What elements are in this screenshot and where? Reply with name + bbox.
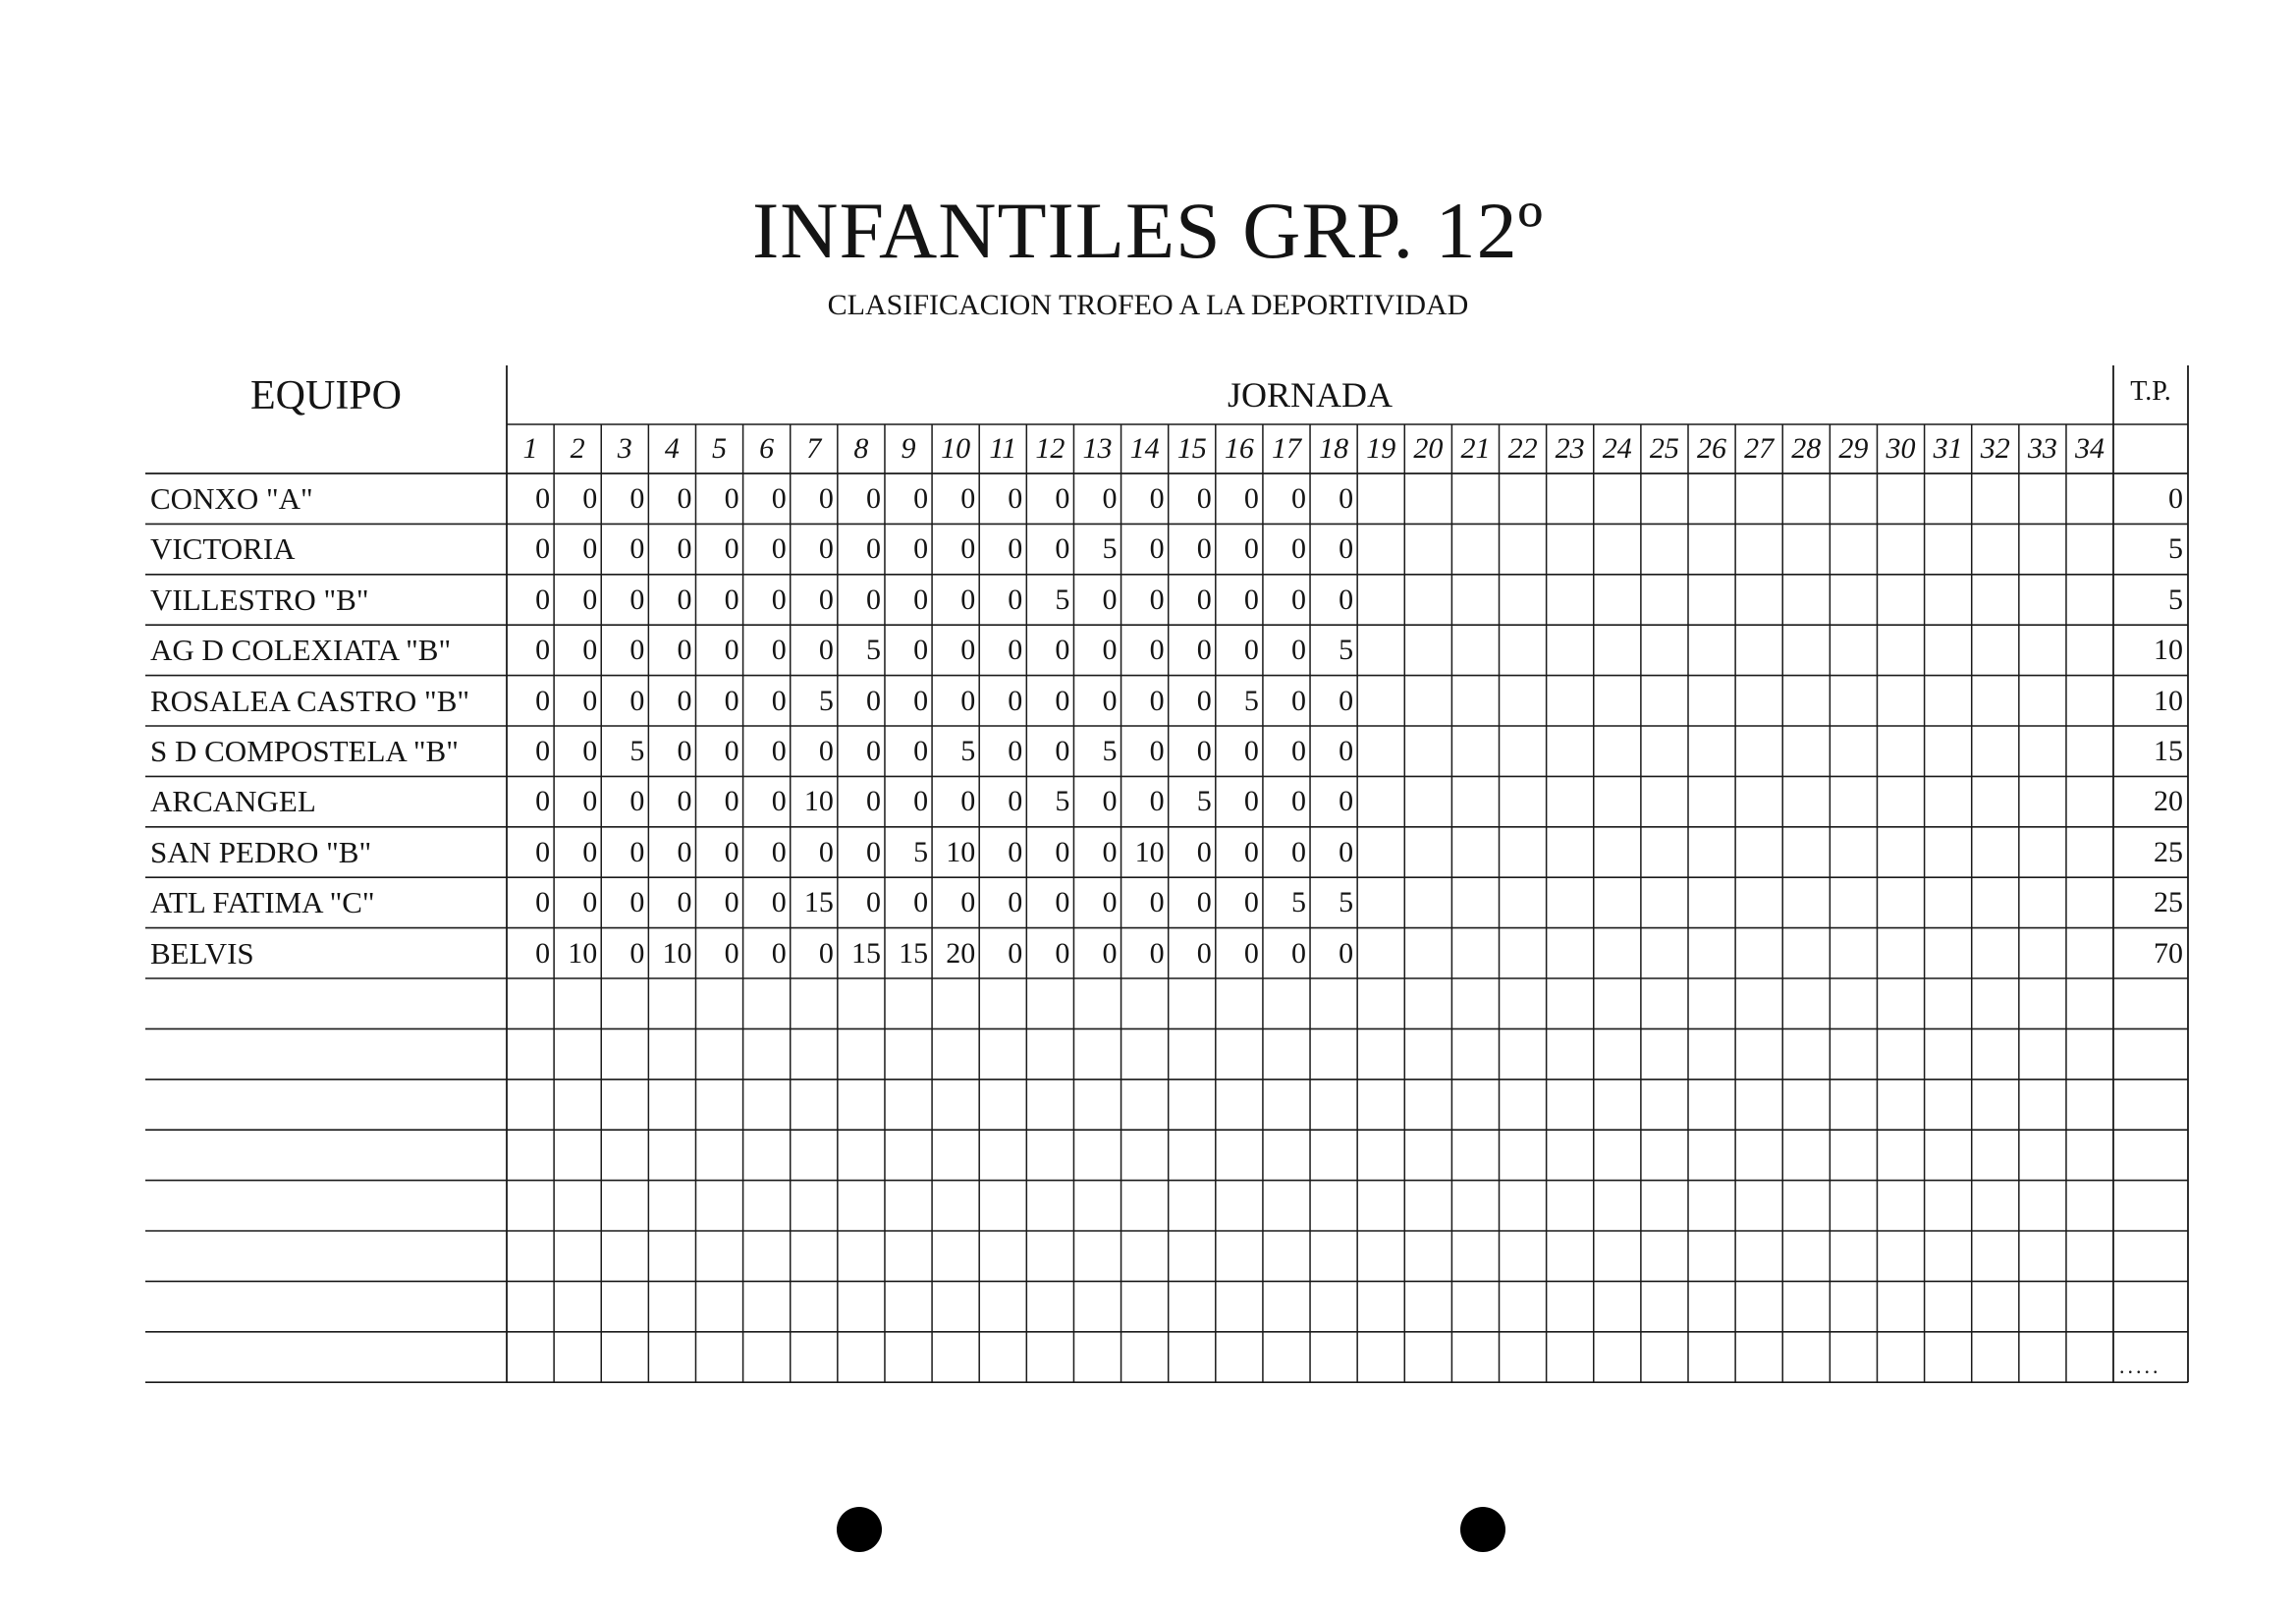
- score-cell: 0: [818, 936, 834, 970]
- score-cell: 0: [1196, 936, 1212, 970]
- score-cell: 0: [1008, 735, 1023, 767]
- jornada-number: 24: [1602, 432, 1632, 465]
- score-cell: 0: [960, 532, 976, 566]
- score-cell: 0: [1102, 684, 1118, 717]
- score-cell: 0: [724, 735, 739, 767]
- score-cell: 5: [1339, 886, 1354, 919]
- score-cell: 0: [960, 684, 976, 717]
- jornada-number: 30: [1886, 432, 1916, 465]
- team-name: ROSALEA CASTRO "B": [150, 683, 470, 718]
- score-cell: 0: [865, 532, 881, 566]
- score-cell: 0: [1149, 886, 1165, 919]
- punch-hole-right: [1460, 1507, 1505, 1552]
- score-cell: 0: [865, 886, 881, 919]
- score-cell: 0: [865, 482, 881, 515]
- score-cell: 0: [677, 482, 692, 515]
- score-cell: 0: [960, 886, 976, 919]
- score-cell: 0: [629, 785, 645, 818]
- score-cell: 5: [1102, 532, 1118, 566]
- total-points-cell: 10: [2154, 684, 2183, 717]
- jornada-number: 29: [1838, 432, 1869, 465]
- score-cell: 0: [960, 785, 976, 818]
- page-title: INFANTILES GRP. 12º: [751, 186, 1544, 275]
- score-cell: 5: [1243, 684, 1259, 717]
- score-cell: 0: [724, 684, 739, 717]
- score-cell: 0: [1339, 735, 1354, 767]
- score-cell: 0: [1196, 886, 1212, 919]
- score-cell: 0: [913, 532, 929, 566]
- score-cell: 0: [1149, 684, 1165, 717]
- score-cell: 0: [1149, 936, 1165, 970]
- score-cell: 5: [1102, 735, 1118, 767]
- score-cell: 0: [818, 532, 834, 566]
- score-cell: 0: [1149, 735, 1165, 767]
- jornada-number: 8: [853, 432, 869, 465]
- total-points-cell: 5: [2168, 532, 2183, 566]
- jornada-number: 18: [1319, 432, 1349, 465]
- score-cell: 0: [1291, 735, 1307, 767]
- score-cell: 0: [865, 835, 881, 868]
- score-cell: 0: [677, 634, 692, 667]
- score-cell: 0: [865, 583, 881, 616]
- score-cell: 0: [677, 886, 692, 919]
- score-cell: 0: [1102, 583, 1118, 616]
- total-points-cell: 20: [2154, 785, 2183, 818]
- jornada-number: 25: [1649, 432, 1679, 465]
- score-cell: 0: [677, 532, 692, 566]
- score-cell: 0: [677, 684, 692, 717]
- score-cell: 0: [1196, 835, 1212, 868]
- column-header-total-points: T.P.: [2130, 376, 2171, 407]
- team-name: AG D COLEXIATA "B": [150, 633, 452, 668]
- score-cell: 0: [913, 634, 929, 667]
- score-cell: 0: [629, 936, 645, 970]
- page-subtitle: CLASIFICACION TROFEO A LA DEPORTIVIDAD: [827, 289, 1469, 321]
- score-cell: 0: [771, 583, 787, 616]
- score-cell: 0: [1196, 583, 1212, 616]
- jornada-number: 21: [1460, 432, 1491, 465]
- score-cell: 0: [724, 886, 739, 919]
- score-cell: 0: [913, 583, 929, 616]
- jornada-number: 15: [1176, 432, 1207, 465]
- score-cell: 0: [535, 886, 551, 919]
- jornada-number: 26: [1697, 432, 1727, 465]
- score-cell: 0: [724, 583, 739, 616]
- jornada-number: 11: [989, 432, 1017, 465]
- score-cell: 0: [724, 482, 739, 515]
- score-cell: 0: [677, 583, 692, 616]
- score-cell: 0: [771, 886, 787, 919]
- jornada-number: 22: [1507, 432, 1538, 465]
- total-points-cell: 25: [2154, 835, 2183, 868]
- score-cell: 0: [1196, 482, 1212, 515]
- score-cell: 5: [1055, 785, 1070, 818]
- jornada-number: 7: [806, 432, 822, 465]
- jornada-number: 27: [1744, 432, 1775, 465]
- score-cell: 5: [1055, 583, 1070, 616]
- score-cell: 0: [1149, 785, 1165, 818]
- score-cell: 0: [913, 785, 929, 818]
- score-cell: 0: [724, 785, 739, 818]
- score-cell: 0: [1055, 634, 1070, 667]
- score-cell: 0: [1243, 634, 1259, 667]
- column-header-equipo: EQUIPO: [250, 373, 402, 418]
- score-cell: 5: [1339, 634, 1354, 667]
- score-cell: 0: [1149, 482, 1165, 515]
- score-cell: 0: [1291, 532, 1307, 566]
- score-cell: 0: [535, 532, 551, 566]
- score-cell: 0: [1149, 634, 1165, 667]
- score-cell: 0: [582, 482, 598, 515]
- score-cell: 0: [913, 886, 929, 919]
- team-name: ATL FATIMA "C": [150, 885, 375, 920]
- jornada-number: 32: [1980, 432, 2010, 465]
- score-cell: 0: [1196, 735, 1212, 767]
- score-cell: 0: [1149, 583, 1165, 616]
- score-cell: 0: [1196, 532, 1212, 566]
- score-cell: 0: [818, 735, 834, 767]
- score-cell: 0: [629, 835, 645, 868]
- score-cell: 0: [818, 835, 834, 868]
- score-cell: 0: [582, 785, 598, 818]
- score-cell: 5: [818, 684, 834, 717]
- score-cell: 0: [1243, 835, 1259, 868]
- total-points-cell: 5: [2168, 583, 2183, 616]
- score-cell: 10: [662, 936, 692, 970]
- score-cell: 0: [1339, 835, 1354, 868]
- score-cell: 0: [865, 735, 881, 767]
- score-cell: 0: [1008, 835, 1023, 868]
- score-cell: 0: [1102, 886, 1118, 919]
- score-cell: 0: [724, 532, 739, 566]
- score-cell: 0: [1102, 835, 1118, 868]
- score-cell: 0: [1055, 735, 1070, 767]
- score-cell: 0: [771, 634, 787, 667]
- score-cell: 0: [629, 532, 645, 566]
- team-name: SAN PEDRO "B": [150, 834, 372, 869]
- team-name: BELVIS: [150, 935, 254, 971]
- score-cell: 10: [803, 785, 834, 818]
- score-cell: 0: [582, 735, 598, 767]
- score-cell: 15: [803, 886, 834, 919]
- score-cell: 0: [818, 634, 834, 667]
- score-cell: 0: [1008, 634, 1023, 667]
- score-cell: 0: [1243, 886, 1259, 919]
- score-cell: 0: [1102, 785, 1118, 818]
- score-cell: 0: [960, 634, 976, 667]
- score-cell: 15: [850, 936, 881, 970]
- score-cell: 0: [1291, 684, 1307, 717]
- score-cell: 0: [677, 735, 692, 767]
- total-points-cell: 25: [2154, 886, 2183, 919]
- score-cell: 5: [913, 835, 929, 868]
- jornada-number: 33: [2027, 432, 2057, 465]
- score-cell: 0: [913, 684, 929, 717]
- score-cell: 0: [535, 936, 551, 970]
- score-cell: 0: [818, 482, 834, 515]
- score-cell: 0: [1243, 735, 1259, 767]
- score-cell: 0: [1243, 936, 1259, 970]
- jornada-number: 5: [712, 432, 728, 465]
- score-cell: 0: [724, 936, 739, 970]
- score-cell: 0: [629, 634, 645, 667]
- score-cell: 0: [1339, 532, 1354, 566]
- score-cell: 0: [1008, 684, 1023, 717]
- score-cell: 0: [1339, 583, 1354, 616]
- score-cell: 0: [960, 482, 976, 515]
- score-cell: 0: [1291, 583, 1307, 616]
- score-cell: 0: [1149, 532, 1165, 566]
- score-cell: 0: [629, 482, 645, 515]
- score-cell: 0: [1196, 634, 1212, 667]
- jornada-number: 3: [617, 432, 632, 465]
- score-cell: 5: [629, 735, 645, 767]
- score-cell: 0: [629, 886, 645, 919]
- score-cell: 15: [899, 936, 929, 970]
- score-cell: 0: [582, 634, 598, 667]
- team-name: CONXO "A": [150, 481, 313, 516]
- score-cell: 0: [1196, 684, 1212, 717]
- score-cell: 0: [582, 886, 598, 919]
- punch-hole-left: [837, 1507, 882, 1552]
- score-cell: 0: [535, 835, 551, 868]
- score-cell: 5: [960, 735, 976, 767]
- jornada-number: 23: [1555, 432, 1585, 465]
- score-cell: 0: [1291, 482, 1307, 515]
- score-cell: 0: [1339, 684, 1354, 717]
- jornada-number: 16: [1224, 432, 1254, 465]
- score-cell: 5: [1291, 886, 1307, 919]
- jornada-number: 19: [1366, 432, 1396, 465]
- score-cell: 0: [818, 583, 834, 616]
- score-cell: 0: [1055, 532, 1070, 566]
- score-cell: 20: [946, 936, 976, 970]
- jornada-number: 12: [1035, 432, 1066, 465]
- score-cell: 0: [913, 482, 929, 515]
- score-cell: 0: [1291, 835, 1307, 868]
- jornada-number: 1: [522, 432, 538, 465]
- score-cell: 0: [582, 583, 598, 616]
- score-cell: 0: [535, 735, 551, 767]
- score-cell: 0: [771, 785, 787, 818]
- score-cell: 0: [724, 634, 739, 667]
- score-cell: 0: [1008, 886, 1023, 919]
- score-cell: 0: [771, 482, 787, 515]
- score-cell: 5: [1196, 785, 1212, 818]
- score-cell: 0: [865, 785, 881, 818]
- score-cell: 0: [1291, 785, 1307, 818]
- score-cell: 10: [946, 835, 976, 868]
- score-cell: 0: [1102, 482, 1118, 515]
- total-points-cell: 15: [2154, 735, 2183, 767]
- score-cell: 0: [1008, 785, 1023, 818]
- score-cell: 0: [677, 835, 692, 868]
- team-name: S D COMPOSTELA "B": [150, 734, 459, 768]
- jornada-number: 6: [759, 432, 775, 465]
- jornada-number: 9: [901, 432, 916, 465]
- score-cell: 0: [535, 583, 551, 616]
- jornada-number: 20: [1413, 432, 1444, 465]
- score-cell: 5: [865, 634, 881, 667]
- score-cell: 0: [1243, 583, 1259, 616]
- team-name: ARCANGEL: [150, 784, 316, 819]
- score-cell: 0: [771, 936, 787, 970]
- score-cell: 0: [1339, 936, 1354, 970]
- score-cell: 0: [1291, 936, 1307, 970]
- score-cell: 0: [582, 684, 598, 717]
- score-cell: 0: [1055, 482, 1070, 515]
- score-cell: 0: [1243, 785, 1259, 818]
- score-cell: 0: [1339, 482, 1354, 515]
- score-cell: 0: [1055, 886, 1070, 919]
- score-cell: 10: [568, 936, 598, 970]
- score-cell: 0: [535, 634, 551, 667]
- team-name: VICTORIA: [150, 531, 296, 567]
- score-cell: 0: [1102, 634, 1118, 667]
- total-points-cell: 0: [2168, 482, 2183, 515]
- jornada-number: 10: [941, 432, 971, 465]
- score-cell: 0: [1008, 482, 1023, 515]
- score-cell: 0: [724, 835, 739, 868]
- jornada-number: 13: [1082, 432, 1113, 465]
- score-cell: 0: [1339, 785, 1354, 818]
- score-cell: 0: [629, 583, 645, 616]
- score-cell: 0: [913, 735, 929, 767]
- score-cell: 0: [1008, 532, 1023, 566]
- score-cell: 0: [1055, 684, 1070, 717]
- score-cell: 0: [1055, 835, 1070, 868]
- footer-dots: .....: [2119, 1354, 2161, 1378]
- score-cell: 0: [960, 583, 976, 616]
- score-cell: 0: [771, 684, 787, 717]
- score-cell: 0: [771, 532, 787, 566]
- score-cell: 0: [1055, 936, 1070, 970]
- total-points-cell: 70: [2154, 936, 2183, 970]
- score-cell: 0: [1243, 482, 1259, 515]
- score-cell: 0: [535, 482, 551, 515]
- score-cell: 0: [535, 785, 551, 818]
- column-header-jornada: JORNADA: [1227, 375, 1393, 415]
- score-cell: 0: [677, 785, 692, 818]
- score-cell: 0: [1243, 532, 1259, 566]
- jornada-number: 17: [1271, 432, 1301, 465]
- jornada-number: 2: [570, 432, 585, 465]
- jornada-number: 4: [664, 432, 680, 465]
- score-cell: 0: [1102, 936, 1118, 970]
- score-cell: 0: [629, 684, 645, 717]
- team-name: VILLESTRO "B": [150, 582, 369, 617]
- score-cell: 0: [535, 684, 551, 717]
- total-points-cell: 10: [2154, 634, 2183, 667]
- jornada-number: 31: [1933, 432, 1963, 465]
- score-cell: 0: [865, 684, 881, 717]
- score-cell: 0: [1008, 936, 1023, 970]
- score-cell: 0: [582, 835, 598, 868]
- score-cell: 0: [1291, 634, 1307, 667]
- jornada-number: 34: [2075, 432, 2105, 465]
- score-cell: 0: [1008, 583, 1023, 616]
- jornada-number: 14: [1129, 432, 1160, 465]
- score-cell: 10: [1134, 835, 1165, 868]
- score-cell: 0: [771, 835, 787, 868]
- score-cell: 0: [771, 735, 787, 767]
- score-cell: 0: [582, 532, 598, 566]
- jornada-number: 28: [1791, 432, 1822, 465]
